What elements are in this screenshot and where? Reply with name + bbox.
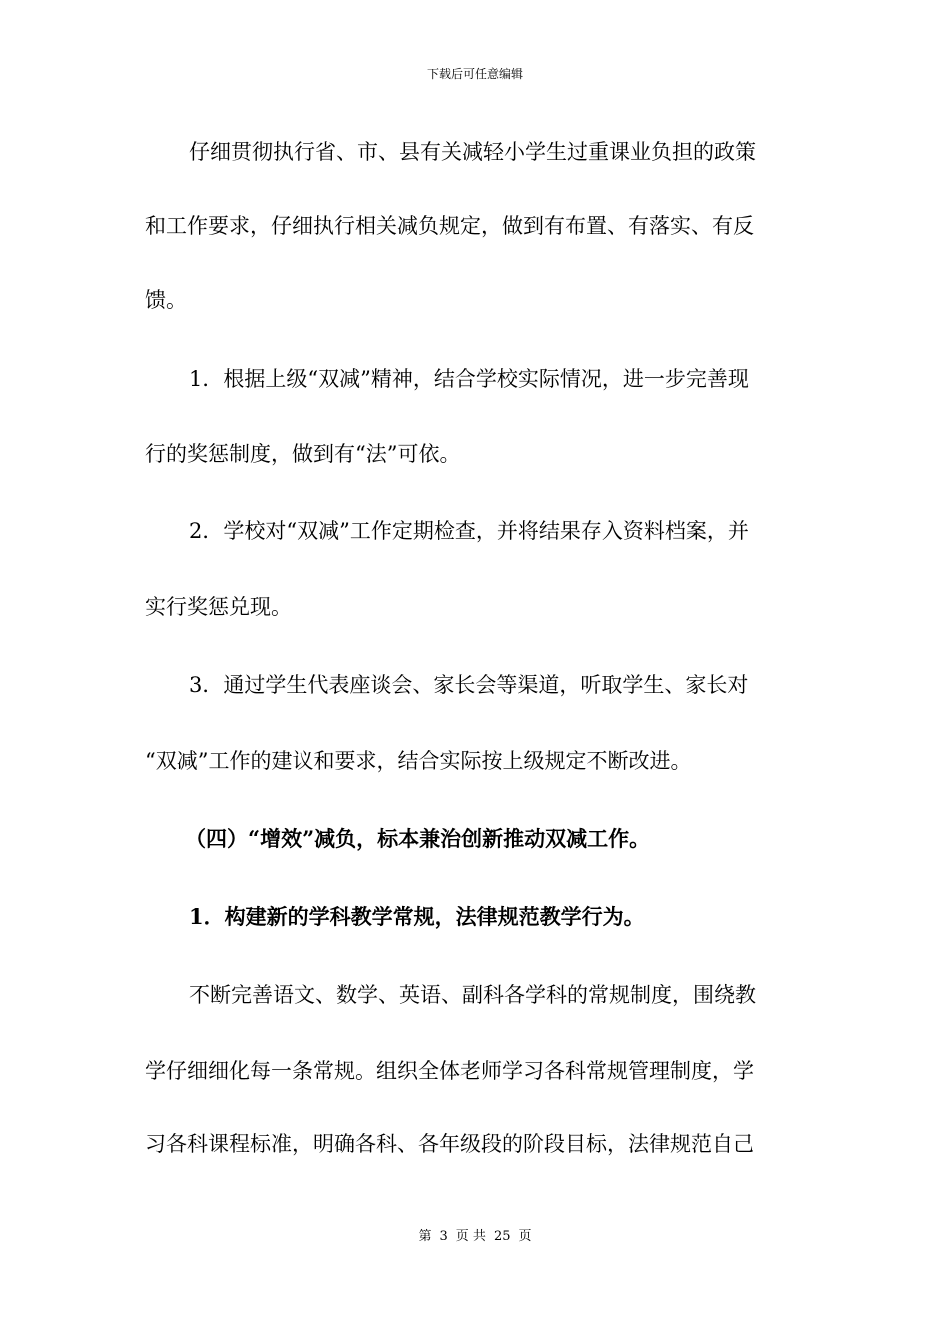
paragraph-line: 馈。 bbox=[145, 288, 187, 312]
page-header: 下载后可任意编辑 bbox=[426, 67, 523, 81]
page-label-suffix: 页 bbox=[518, 1229, 532, 1244]
page-footer bbox=[0, 1228, 950, 1246]
list-item-line: “双减”工作的建议和要求，结合实际按上级规定不断改进。 bbox=[145, 749, 692, 773]
list-item-line: 实行奖惩兑现。 bbox=[145, 595, 292, 619]
paragraph-line: 学仔细细化每一条常规。组织全体老师学习各科常规管理制度，学 bbox=[145, 1059, 754, 1083]
page-label-middle: 页 共 bbox=[455, 1229, 486, 1244]
list-item-line: 3．通过学生代表座谈会、家长会等渠道，听取学生、家长对 bbox=[189, 673, 749, 697]
total-pages: 25 bbox=[493, 1229, 511, 1244]
list-item-line: 2．学校对“双减”工作定期检查，并将结果存入资料档案，并 bbox=[189, 519, 749, 543]
paragraph-line: 不断完善语文、数学、英语、副科各学科的常规制度，围绕教 bbox=[189, 983, 756, 1007]
page-number: 3 bbox=[439, 1229, 448, 1244]
list-item-line: 行的奖惩制度，做到有“法”可依。 bbox=[145, 442, 461, 466]
page-label-prefix: 第 bbox=[418, 1229, 432, 1244]
paragraph-line: 和工作要求，仔细执行相关减负规定，做到有布置、有落实、有反 bbox=[145, 214, 754, 238]
subsection-heading: 1．构建新的学科教学常规，法律规范教学行为。 bbox=[189, 904, 645, 929]
list-item-line: 1．根据上级“双减”精神，结合学校实际情况，进一步完善现 bbox=[189, 367, 749, 391]
paragraph-line: 仔细贯彻执行省、市、县有关减轻小学生过重课业负担的政策 bbox=[189, 140, 756, 164]
paragraph-line: 习各科课程标准，明确各科、各年级段的阶段目标，法律规范自己 bbox=[145, 1132, 754, 1156]
section-heading: （四）“增效”减负，标本兼治创新推动双减工作。 bbox=[185, 826, 651, 851]
